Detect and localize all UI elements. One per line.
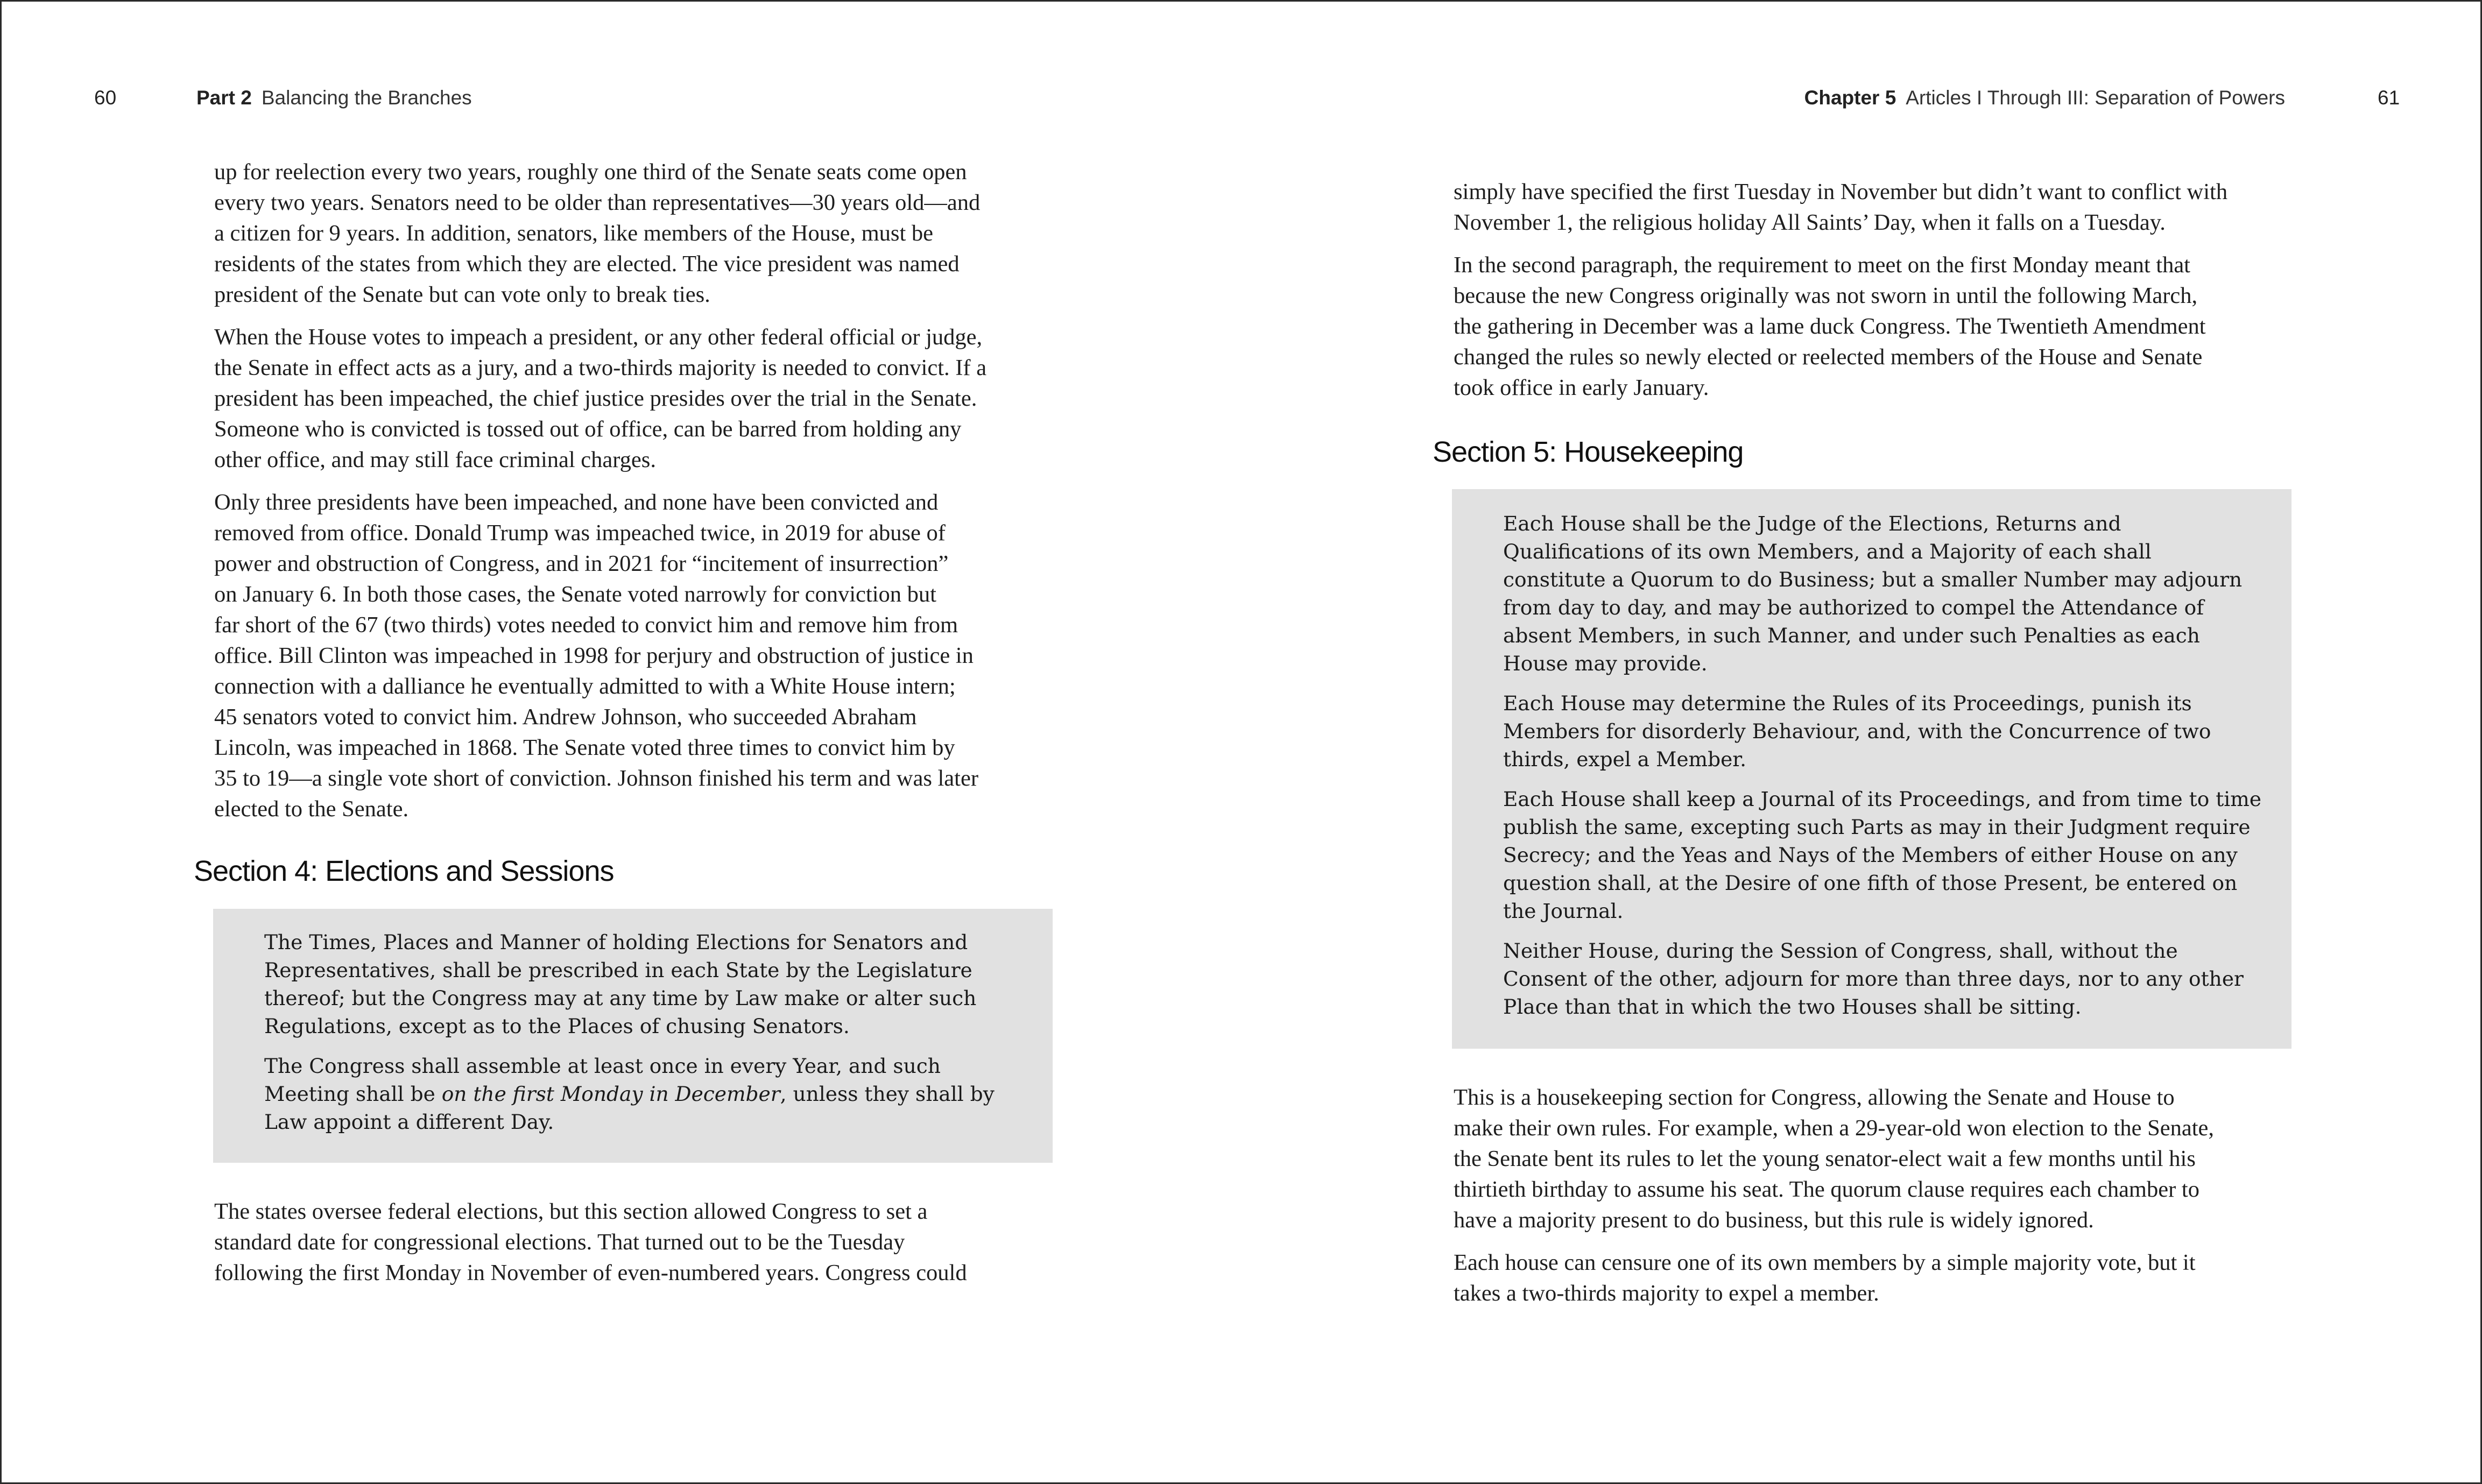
body-paragraph: simply have specified the first Tuesday in November but didn’t want to conflict with November 1, the religious holiday All Saints’ Day, when it falls on a Tuesday. [1454, 179, 2228, 235]
left-body-bottom [214, 1196, 1054, 1300]
constitution-quote-box [213, 909, 1053, 1163]
right-body-bottom [1454, 1082, 2293, 1320]
body-paragraph: When the House votes to impeach a president, or any other federal official or judge, the Senate in effect acts as a jury, and a two-thirds majority is needed to convict. If a president has been impeached, the chief justice presides over the trial in the Senate. Someone who is convicted is tossed out of office, can be barred from holding any other office, and may still face criminal charges. [214, 324, 987, 472]
section-heading: Section 5: Housekeeping [1433, 436, 1744, 468]
running-head-right [1804, 87, 2285, 109]
body-paragraph: This is a housekeeping section for Congress, allowing the Senate and House to make their own rules. For example, when a 29-year-old won election to the Senate, the Senate bent its rules to let the young senator-elect wait a few months until his thirtieth birthday to assume his seat. The quorum clause requires each chamber to have a majority present to do business, but this rule is widely ignored. [1454, 1085, 2215, 1233]
quote-paragraph [264, 1052, 1034, 1136]
running-head-part-title: Balancing the Branches [261, 87, 472, 109]
body-paragraph: Only three presidents have been impeached, and none have been convicted and removed from office. Donald Trump was impeached twice, in 2019 for abuse of power and obstruction of Congress, and in 2021 for “incitement of insurrection” on January 6. In both those cases, the Senate voted narrowly for conviction but far short of the 67 (two thirds) votes needed to convict him and remove him from office. Bill Clinton was impeached in 1998 for perjury and obstruction of justice in connection with a dalliance he eventually admitted to with a White House intern; 45 senators voted to convict him. Andrew Johnson, who succeeded Abraham Lincoln, was impeached in 1868. The Senate voted three times to convict him by 35 to 19—a single vote short of conviction. Johnson finished his term and was later elected to the Senate. [214, 490, 978, 822]
quote-paragraph: Each House may determine the Rules of its Proceedings, punish its Members for disorderly Behaviour, and, with the Concurrence of two thirds, expel a Member. [1503, 691, 2211, 771]
running-head-left [196, 87, 472, 109]
quote-paragraph: The Times, Places and Manner of holding Elections for Senators and Representatives, shall be prescribed in each State by the Legislature thereof; but the Congress may at any time by Law make or alter such Regulations, except as to the Places of chusing Senators. [264, 930, 977, 1038]
quote-text: , unless they shall by Law appoint a different Day. [264, 1082, 995, 1134]
quote-paragraph: Each House shall keep a Journal of its Proceedings, and from time to time publish the same, excepting such Parts as may in their Judgment require Secrecy; and the Yeas and Nays of the Members of either House on any question shall, at the Desire of one fifth of those Present, be entered on the Journal. [1503, 787, 2262, 923]
running-head-part: Part 2 [196, 87, 252, 109]
running-head-chapter: Chapter 5 [1804, 87, 1896, 109]
quote-text: The Congress shall assemble at least once in every Year, and such Meeting shall be [264, 1054, 941, 1106]
body-paragraph: The states oversee federal elections, but this section allowed Congress to set a standard date for congressional elections. That turned out to be the Tuesday following the first Monday in November of even-numbered years. Congress could [214, 1199, 967, 1285]
running-head-chapter-title: Articles I Through III: Separation of Powers [1906, 87, 2285, 109]
body-paragraph: In the second paragraph, the requirement to meet on the first Monday meant that because the new Congress originally was not sworn in until the following March, the gathering in December was a lame duck Congress. The Twentieth Amendment changed the rules so newly elected or reelected members of the House and Senate took office in early January. [1454, 252, 2206, 400]
right-page [1243, 2, 2480, 1482]
page-number-left: 60 [94, 87, 117, 109]
right-body-top [1454, 176, 2293, 415]
left-body-top [214, 157, 1054, 836]
section-heading: Section 4: Elections and Sessions [194, 855, 614, 887]
body-paragraph: up for reelection every two years, roughly one third of the Senate seats come open every two years. Senators need to be older than representatives—30 years old—and a citizen for 9 years. In addition, senators, like members of the House, must be residents of the states from which they are elected. The vice president was named president of the Senate but can vote only to break ties. [214, 159, 981, 307]
quote-paragraph: Neither House, during the Session of Congress, shall, without the Consent of the other, adjourn for more than three days, nor to any other Place than that in which the two Houses shall be sitting. [1503, 939, 2244, 1019]
quote-paragraph: Each House shall be the Judge of the Elections, Returns and Qualifications of its own Members, and a Majority of each shall constitute a Quorum to do Business; but a smaller Number may adjourn from day to day, and may be authorized to compel the Attendance of absent Members, in such Manner, and under such Penalties as each House may provide. [1503, 512, 2243, 675]
left-page [2, 2, 1239, 1482]
page-number-right: 61 [2378, 87, 2400, 109]
constitution-quote-box [1452, 489, 2291, 1049]
quote-italic-text: on the first Monday in December [441, 1082, 780, 1106]
body-paragraph: Each house can censure one of its own members by a simple majority vote, but it takes a two-thirds majority to expel a member. [1454, 1250, 2196, 1306]
